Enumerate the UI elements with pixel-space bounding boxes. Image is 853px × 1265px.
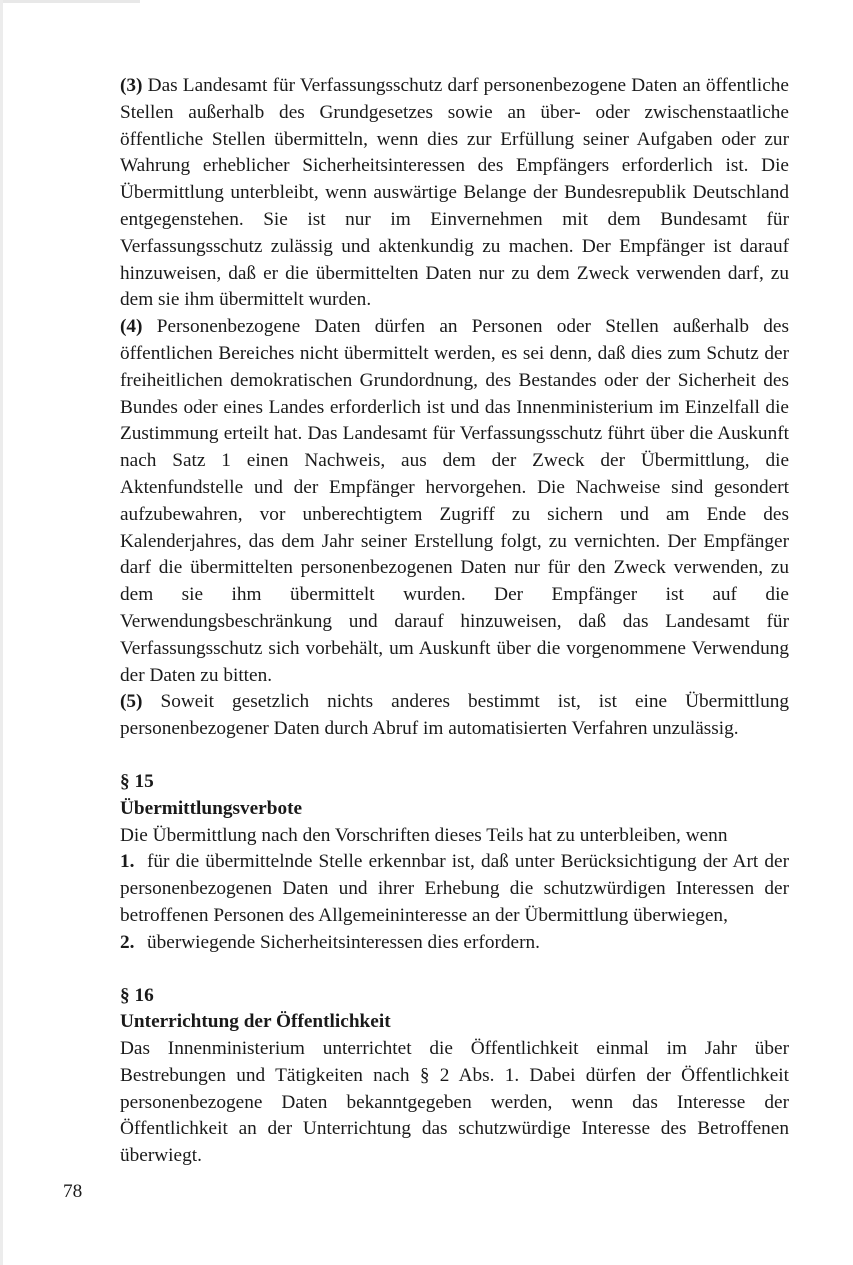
- list-item: [120, 849, 789, 929]
- paragraph-4: [120, 314, 789, 689]
- section-number: § 15: [120, 770, 154, 792]
- section-number: § 16: [120, 984, 154, 1006]
- section-title: Unterrichtung der Öffentlichkeit: [120, 1011, 391, 1033]
- page-number: 78: [63, 1181, 83, 1202]
- page-body: [120, 73, 789, 1170]
- paragraph-5: [120, 689, 789, 743]
- scan-edge-left: [0, 0, 3, 1265]
- list-text: für die übermittelnde Stelle erkennbar ist, daß unter Berücksichtigung der Art der personenbezogenen Daten und ihrer Erhebung die schutzwürdigen Interessen der betroffenen Personen des Allgemeininteresse an der Übermittlung überwiegen,: [120, 851, 789, 926]
- section-16: [120, 983, 789, 1171]
- list-item: [120, 930, 789, 957]
- section-title: Übermittlungsverbote: [120, 797, 303, 819]
- paragraph-number: (3): [120, 75, 143, 96]
- paragraph-text: Soweit gesetzlich nichts anderes bestimmt ist, ist eine Übermittlung personenbezogener Daten durch Abruf im automatisierten Verfahren unzulässig.: [120, 691, 789, 740]
- section-15: [120, 769, 789, 957]
- paragraph-number: (5): [120, 691, 143, 713]
- section-body: Das Innenministerium unterrichtet die Öffentlichkeit einmal im Jahr über Bestrebungen und Tätigkeiten nach § 2 Abs. 1. Dabei dürfen der Öffentlichkeit personenbezogene Daten bekanntgegeben werden, wenn das Interesse der Öffentlichkeit an der Unterrichtung das schutzwürdige Interesse des Betroffenen überwiegt.: [120, 1038, 789, 1167]
- section-intro: Die Übermittlung nach den Vorschriften dieses Teils hat zu unterbleiben, wenn: [120, 824, 728, 846]
- paragraph-3: [120, 73, 789, 314]
- paragraph-text: Personenbezogene Daten dürfen an Personen oder Stellen außerhalb des öffentlichen Bereiches nicht übermittelt werden, es sei denn, daß dies zum Schutz der freiheitlichen demokratischen Grundordnung, des Bestandes oder der Sicherheit des Bundes oder eines Landes erforderlich ist und das Innenministerium im Einzelfall die Zustimmung erteilt hat. Das Landesamt für Verfassungsschutz führt über die Auskunft nach Satz 1 einen Nachweis, aus dem der Zweck der Übermittlung, die Aktenfundstelle und der Empfänger hervorgehen. Die Nachweise sind gesondert aufzubewahren, vor unberechtigtem Zugriff zu sichern und am Ende des Kalenderjahres, das dem Jahr seiner Erstellung folgt, zu vernichten. Der Empfänger darf die übermittelten personenbezogenen Daten nur für den Zweck verwenden, zu dem sie ihm übermittelt wurden. Der Empfänger ist auf die Verwendungsbeschränkung und darauf hinzuweisen, daß das Landesamt für Verfassungsschutz sich vorbehält, um Auskunft über die vorgenommene Verwendung der Daten zu bitten.: [120, 316, 789, 686]
- paragraph-text: Das Landesamt für Verfassungsschutz darf personenbezogene Daten an öffentliche Stellen außerhalb des Grundgesetzes sowie an über- oder zwischenstaatliche öffentliche Stellen übermitteln, wenn dies zur Erfüllung seiner Aufgaben oder zur Wahrung erheblicher Sicherheitsinteressen des Empfängers erforderlich ist. Die Übermittlung unterbleibt, wenn auswärtige Belange der Bundesrepublik Deutschland entgegenstehen. Sie ist nur im Einvernehmen mit dem Bundesamt für Verfassungsschutz zulässig und aktenkundig zu machen. Der Empfänger ist darauf hinzuweisen, daß er die übermittelten Daten nur zu dem Zweck verwenden darf, zu dem sie ihm übermittelt wurden.: [120, 75, 789, 311]
- list-number: 1.: [120, 851, 135, 873]
- paragraph-number: (4): [120, 316, 143, 338]
- list-number: 2.: [120, 931, 135, 953]
- list-text: überwiegende Sicherheitsinteressen dies erfordern.: [147, 931, 540, 953]
- scan-edge-top: [0, 0, 140, 3]
